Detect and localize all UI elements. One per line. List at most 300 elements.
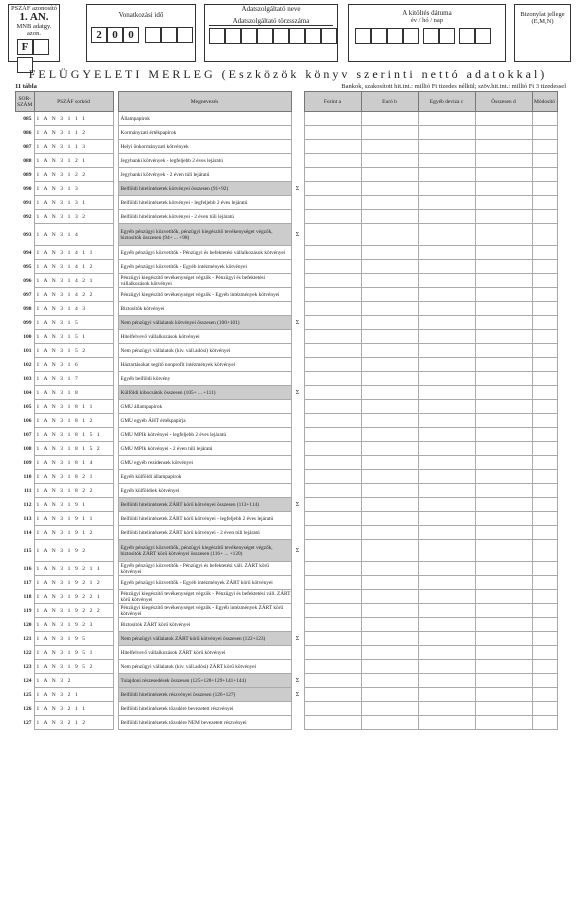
sum-sign: [291, 470, 304, 484]
value-cell-huf[interactable]: [304, 674, 361, 688]
value-cell-total[interactable]: [475, 604, 532, 618]
value-cell-huf[interactable]: [304, 260, 361, 274]
value-cell-total[interactable]: [475, 660, 532, 674]
value-cell-huf[interactable]: [304, 112, 361, 126]
value-cell-huf[interactable]: [304, 470, 361, 484]
sum-sign: [291, 702, 304, 716]
value-cell-huf[interactable]: [304, 632, 361, 646]
value-cell-total[interactable]: [475, 302, 532, 316]
value-cell-mod[interactable]: [532, 358, 557, 372]
value-cell-mod[interactable]: [532, 196, 557, 210]
value-cell-mod[interactable]: [532, 372, 557, 386]
table-row: [16, 526, 558, 540]
value-cell-mod[interactable]: [532, 674, 557, 688]
value-cell-huf[interactable]: [304, 512, 361, 526]
date-cell[interactable]: [423, 28, 439, 44]
value-cell-eur[interactable]: [361, 470, 418, 484]
sum-sign: [291, 210, 304, 224]
value-cell-other[interactable]: [418, 428, 475, 442]
value-cell-other[interactable]: [418, 246, 475, 260]
value-cell-total[interactable]: [475, 386, 532, 400]
value-cell-mod[interactable]: [532, 224, 557, 246]
value-cell-mod[interactable]: [532, 400, 557, 414]
value-cell-eur[interactable]: [361, 618, 418, 632]
col-huf-header: Forint a: [304, 92, 361, 112]
value-cell-total[interactable]: [475, 526, 532, 540]
value-cell-mod[interactable]: [532, 246, 557, 260]
value-cell-huf[interactable]: [304, 540, 361, 562]
value-cell-total[interactable]: [475, 246, 532, 260]
value-cell-other[interactable]: [418, 512, 475, 526]
value-cell-eur[interactable]: [361, 154, 418, 168]
row-description: Nem pénzügyi vállalatok (kiv. váll.adósi) kötvényei: [118, 344, 291, 358]
value-cell-mod[interactable]: [532, 512, 557, 526]
value-cell-huf[interactable]: [304, 168, 361, 182]
value-cell-total[interactable]: [475, 540, 532, 562]
value-cell-eur[interactable]: [361, 512, 418, 526]
provider-id-cell[interactable]: [257, 28, 273, 44]
table-row: [16, 498, 558, 512]
value-cell-eur[interactable]: [361, 688, 418, 702]
value-cell-mod[interactable]: [532, 688, 557, 702]
date-cell[interactable]: [475, 28, 491, 44]
value-cell-eur[interactable]: [361, 646, 418, 660]
value-cell-huf[interactable]: [304, 456, 361, 470]
value-cell-eur[interactable]: [361, 302, 418, 316]
value-cell-total[interactable]: [475, 288, 532, 302]
row-description: Hitelfelvevő vállalkozások ZÁRT körű kötvényei: [118, 646, 291, 660]
period-digit-cell[interactable]: 0: [123, 27, 139, 43]
value-cell-other[interactable]: [418, 126, 475, 140]
value-cell-eur[interactable]: [361, 540, 418, 562]
value-cell-other[interactable]: [418, 498, 475, 512]
value-cell-mod[interactable]: [532, 428, 557, 442]
value-cell-eur[interactable]: [361, 632, 418, 646]
value-cell-huf[interactable]: [304, 330, 361, 344]
period-digit-cell[interactable]: 0: [107, 27, 123, 43]
row-code: 124: [23, 677, 32, 684]
value-cell-mod[interactable]: [532, 274, 557, 288]
value-cell-other[interactable]: [418, 618, 475, 632]
value-cell-other[interactable]: [418, 182, 475, 196]
value-cell-total[interactable]: [475, 112, 532, 126]
row-description: Egyéb belföldi kötvény: [118, 372, 291, 386]
sum-sign: [291, 526, 304, 540]
row-code: 088: [23, 157, 32, 164]
sum-sign: [291, 140, 304, 154]
value-cell-total[interactable]: [475, 316, 532, 330]
row-pszaf-code: 1 A N 3 1 9 2 2 1: [34, 590, 113, 604]
value-cell-total[interactable]: [475, 442, 532, 456]
value-cell-total[interactable]: [475, 358, 532, 372]
value-cell-total[interactable]: [475, 400, 532, 414]
value-cell-huf[interactable]: [304, 140, 361, 154]
value-cell-other[interactable]: [418, 590, 475, 604]
value-cell-eur[interactable]: [361, 604, 418, 618]
form-letter-cell[interactable]: F: [17, 39, 33, 55]
value-cell-total[interactable]: [475, 154, 532, 168]
value-cell-huf[interactable]: [304, 414, 361, 428]
value-cell-total[interactable]: [475, 330, 532, 344]
value-cell-eur[interactable]: [361, 660, 418, 674]
value-cell-eur[interactable]: [361, 210, 418, 224]
value-cell-mod[interactable]: [532, 526, 557, 540]
value-cell-other[interactable]: [418, 224, 475, 246]
provider-id-cell[interactable]: [273, 28, 289, 44]
value-cell-mod[interactable]: [532, 168, 557, 182]
table-row: [16, 112, 558, 126]
table-row: [16, 646, 558, 660]
value-cell-mod[interactable]: [532, 442, 557, 456]
value-cell-huf[interactable]: [304, 358, 361, 372]
value-cell-total[interactable]: [475, 590, 532, 604]
value-cell-eur[interactable]: [361, 112, 418, 126]
value-cell-mod[interactable]: [532, 414, 557, 428]
value-cell-total[interactable]: [475, 182, 532, 196]
value-cell-total[interactable]: [475, 498, 532, 512]
value-cell-total[interactable]: [475, 260, 532, 274]
value-cell-total[interactable]: [475, 428, 532, 442]
value-cell-eur[interactable]: [361, 400, 418, 414]
table-row: [16, 260, 558, 274]
value-cell-eur[interactable]: [361, 590, 418, 604]
value-cell-huf[interactable]: [304, 288, 361, 302]
sum-sign: [291, 512, 304, 526]
value-cell-other[interactable]: [418, 562, 475, 576]
sum-sign: [291, 414, 304, 428]
table-row: [16, 456, 558, 470]
value-cell-huf[interactable]: [304, 344, 361, 358]
value-cell-other[interactable]: [418, 372, 475, 386]
value-cell-other[interactable]: [418, 358, 475, 372]
provider-id-cell[interactable]: [225, 28, 241, 44]
period-digit-cell[interactable]: [161, 27, 177, 43]
value-cell-huf[interactable]: [304, 210, 361, 224]
col-other-header: Egyéb deviza c: [418, 92, 475, 112]
value-cell-mod[interactable]: [532, 470, 557, 484]
value-cell-other[interactable]: [418, 386, 475, 400]
value-cell-huf[interactable]: [304, 646, 361, 660]
value-cell-total[interactable]: [475, 372, 532, 386]
value-cell-huf[interactable]: [304, 386, 361, 400]
value-cell-total[interactable]: [475, 576, 532, 590]
value-cell-mod[interactable]: [532, 210, 557, 224]
sum-sign: Σ: [295, 231, 300, 238]
period-digit-cell[interactable]: 2: [91, 27, 107, 43]
value-cell-total[interactable]: [475, 716, 532, 730]
value-cell-eur[interactable]: [361, 246, 418, 260]
value-cell-other[interactable]: [418, 400, 475, 414]
value-cell-other[interactable]: [418, 330, 475, 344]
value-cell-eur[interactable]: [361, 260, 418, 274]
value-cell-huf[interactable]: [304, 224, 361, 246]
value-cell-other[interactable]: [418, 688, 475, 702]
value-cell-mod[interactable]: [532, 604, 557, 618]
value-cell-huf[interactable]: [304, 126, 361, 140]
value-cell-mod[interactable]: [532, 576, 557, 590]
table-row: [16, 302, 558, 316]
value-cell-other[interactable]: [418, 470, 475, 484]
value-cell-mod[interactable]: [532, 646, 557, 660]
value-cell-mod[interactable]: [532, 154, 557, 168]
value-cell-total[interactable]: [475, 562, 532, 576]
value-cell-huf[interactable]: [304, 526, 361, 540]
value-cell-other[interactable]: [418, 196, 475, 210]
value-cell-mod[interactable]: [532, 702, 557, 716]
provider-id-cell[interactable]: [209, 28, 225, 44]
value-cell-total[interactable]: [475, 484, 532, 498]
sum-sign: [291, 618, 304, 632]
value-cell-eur[interactable]: [361, 386, 418, 400]
value-cell-total[interactable]: [475, 456, 532, 470]
date-cell[interactable]: [355, 28, 371, 44]
row-code: 127: [23, 719, 32, 726]
value-cell-huf[interactable]: [304, 660, 361, 674]
value-cell-mod[interactable]: [532, 590, 557, 604]
value-cell-eur[interactable]: [361, 372, 418, 386]
value-cell-other[interactable]: [418, 140, 475, 154]
row-code: 098: [23, 305, 32, 312]
value-cell-total[interactable]: [475, 196, 532, 210]
value-cell-eur[interactable]: [361, 716, 418, 730]
row-description: Jegybanki kötvények - legfeljebb 2 éves lejáratú: [118, 154, 291, 168]
value-cell-total[interactable]: [475, 140, 532, 154]
value-cell-total[interactable]: [475, 210, 532, 224]
value-cell-eur[interactable]: [361, 674, 418, 688]
row-code: 113: [23, 515, 32, 522]
date-cell[interactable]: [371, 28, 387, 44]
value-cell-other[interactable]: [418, 526, 475, 540]
value-cell-eur[interactable]: [361, 344, 418, 358]
value-cell-huf[interactable]: [304, 182, 361, 196]
row-pszaf-code: 1 A N 3 1 2 1: [34, 154, 113, 168]
value-cell-eur[interactable]: [361, 456, 418, 470]
period-digit-cell[interactable]: [177, 27, 193, 43]
sum-sign: [291, 576, 304, 590]
sum-sign: [291, 484, 304, 498]
value-cell-other[interactable]: [418, 154, 475, 168]
value-cell-eur[interactable]: [361, 196, 418, 210]
value-cell-total[interactable]: [475, 224, 532, 246]
table-row: [16, 126, 558, 140]
value-cell-eur[interactable]: [361, 330, 418, 344]
sum-sign: [291, 126, 304, 140]
date-cell[interactable]: [403, 28, 419, 44]
value-cell-mod[interactable]: [532, 618, 557, 632]
row-description: Állampapírok: [118, 112, 291, 126]
sum-sign: [291, 716, 304, 730]
value-cell-other[interactable]: [418, 344, 475, 358]
sum-sign: [291, 660, 304, 674]
value-cell-total[interactable]: [475, 632, 532, 646]
value-cell-other[interactable]: [418, 168, 475, 182]
row-pszaf-code: 1 A N 3 1 8: [34, 386, 113, 400]
value-cell-mod[interactable]: [532, 112, 557, 126]
value-cell-total[interactable]: [475, 344, 532, 358]
value-cell-mod[interactable]: [532, 260, 557, 274]
value-cell-eur[interactable]: [361, 140, 418, 154]
sum-sign: [291, 330, 304, 344]
value-cell-eur[interactable]: [361, 274, 418, 288]
row-code: 095: [23, 263, 32, 270]
value-cell-eur[interactable]: [361, 526, 418, 540]
date-cell[interactable]: [439, 28, 455, 44]
value-cell-eur[interactable]: [361, 562, 418, 576]
value-cell-eur[interactable]: [361, 484, 418, 498]
value-cell-other[interactable]: [418, 604, 475, 618]
value-cell-other[interactable]: [418, 646, 475, 660]
value-cell-huf[interactable]: [304, 716, 361, 730]
balance-table: [15, 91, 558, 730]
value-cell-other[interactable]: [418, 702, 475, 716]
provider-name-label: Adatszolgáltató neve: [241, 5, 301, 13]
value-cell-total[interactable]: [475, 688, 532, 702]
value-cell-eur[interactable]: [361, 576, 418, 590]
value-cell-mod[interactable]: [532, 498, 557, 512]
row-description: Belföldi hitelintézetek ZÁRT körű kötvényei - 2 éven túli lejáratú: [118, 526, 291, 540]
table-row: [16, 372, 558, 386]
value-cell-huf[interactable]: [304, 688, 361, 702]
value-cell-other[interactable]: [418, 316, 475, 330]
value-cell-mod[interactable]: [532, 288, 557, 302]
value-cell-total[interactable]: [475, 674, 532, 688]
value-cell-mod[interactable]: [532, 540, 557, 562]
value-cell-huf[interactable]: [304, 498, 361, 512]
value-cell-huf[interactable]: [304, 576, 361, 590]
value-cell-eur[interactable]: [361, 288, 418, 302]
value-cell-mod[interactable]: [532, 484, 557, 498]
value-cell-other[interactable]: [418, 260, 475, 274]
value-cell-huf[interactable]: [304, 196, 361, 210]
value-cell-huf[interactable]: [304, 428, 361, 442]
value-cell-huf[interactable]: [304, 604, 361, 618]
value-cell-eur[interactable]: [361, 224, 418, 246]
value-cell-other[interactable]: [418, 484, 475, 498]
period-digit-cell[interactable]: [145, 27, 161, 43]
provider-id-cell[interactable]: [241, 28, 257, 44]
value-cell-mod[interactable]: [532, 126, 557, 140]
value-cell-other[interactable]: [418, 716, 475, 730]
value-cell-mod[interactable]: [532, 182, 557, 196]
value-cell-other[interactable]: [418, 210, 475, 224]
value-cell-eur[interactable]: [361, 498, 418, 512]
value-cell-huf[interactable]: [304, 484, 361, 498]
row-description: Belföldi hitelintézetek ZÁRT körű kötvényei összesen (113+114): [118, 498, 291, 512]
value-cell-eur[interactable]: [361, 168, 418, 182]
value-cell-other[interactable]: [418, 442, 475, 456]
value-cell-huf[interactable]: [304, 154, 361, 168]
form-cell-2[interactable]: [33, 39, 49, 55]
value-cell-other[interactable]: [418, 660, 475, 674]
value-cell-mod[interactable]: [532, 660, 557, 674]
value-cell-total[interactable]: [475, 126, 532, 140]
provider-id-cell[interactable]: [321, 28, 337, 44]
value-cell-eur[interactable]: [361, 358, 418, 372]
value-cell-eur[interactable]: [361, 442, 418, 456]
value-cell-huf[interactable]: [304, 442, 361, 456]
value-cell-other[interactable]: [418, 302, 475, 316]
date-cell[interactable]: [459, 28, 475, 44]
value-cell-eur[interactable]: [361, 182, 418, 196]
value-cell-huf[interactable]: [304, 274, 361, 288]
value-cell-huf[interactable]: [304, 400, 361, 414]
table-row: [16, 196, 558, 210]
row-description: GMU MPIk kötvényei - legfeljebb 2 éves lejáratú: [118, 428, 291, 442]
value-cell-other[interactable]: [418, 576, 475, 590]
date-cell[interactable]: [387, 28, 403, 44]
value-cell-total[interactable]: [475, 168, 532, 182]
value-cell-other[interactable]: [418, 274, 475, 288]
value-cell-other[interactable]: [418, 456, 475, 470]
date-box: [348, 4, 506, 62]
table-row: [16, 484, 558, 498]
value-cell-total[interactable]: [475, 470, 532, 484]
sum-sign: [291, 154, 304, 168]
value-cell-mod[interactable]: [532, 562, 557, 576]
value-cell-mod[interactable]: [532, 316, 557, 330]
value-cell-total[interactable]: [475, 646, 532, 660]
value-cell-mod[interactable]: [532, 330, 557, 344]
row-code: 111: [23, 487, 32, 494]
value-cell-other[interactable]: [418, 414, 475, 428]
value-cell-huf[interactable]: [304, 372, 361, 386]
table-row: [16, 414, 558, 428]
value-cell-total[interactable]: [475, 702, 532, 716]
value-cell-total[interactable]: [475, 274, 532, 288]
col-eur-header: Euró b: [361, 92, 418, 112]
value-cell-mod[interactable]: [532, 302, 557, 316]
value-cell-eur[interactable]: [361, 414, 418, 428]
value-cell-huf[interactable]: [304, 702, 361, 716]
table-row: [16, 470, 558, 484]
value-cell-other[interactable]: [418, 674, 475, 688]
value-cell-mod[interactable]: [532, 386, 557, 400]
value-cell-other[interactable]: [418, 540, 475, 562]
row-code: 106: [23, 417, 32, 424]
value-cell-other[interactable]: [418, 288, 475, 302]
value-cell-huf[interactable]: [304, 246, 361, 260]
table-row: [16, 540, 558, 562]
row-pszaf-code: 1 A N 3 2 1: [34, 688, 113, 702]
row-description: Egyéb pénzügyi közvetítők - Egyéb intézmények kötvényei: [118, 260, 291, 274]
value-cell-eur[interactable]: [361, 316, 418, 330]
sum-sign: [291, 246, 304, 260]
table-row: [16, 210, 558, 224]
value-cell-mod[interactable]: [532, 456, 557, 470]
value-cell-eur[interactable]: [361, 702, 418, 716]
value-cell-huf[interactable]: [304, 562, 361, 576]
value-cell-mod[interactable]: [532, 140, 557, 154]
value-cell-total[interactable]: [475, 414, 532, 428]
value-cell-huf[interactable]: [304, 302, 361, 316]
value-cell-mod[interactable]: [532, 632, 557, 646]
value-cell-eur[interactable]: [361, 126, 418, 140]
provider-id-cell[interactable]: [305, 28, 321, 44]
value-cell-huf[interactable]: [304, 316, 361, 330]
value-cell-huf[interactable]: [304, 618, 361, 632]
value-cell-mod[interactable]: [532, 716, 557, 730]
row-code: 116: [23, 565, 32, 572]
provider-id-cell[interactable]: [289, 28, 305, 44]
value-cell-huf[interactable]: [304, 590, 361, 604]
value-cell-eur[interactable]: [361, 428, 418, 442]
value-cell-total[interactable]: [475, 512, 532, 526]
value-cell-total[interactable]: [475, 618, 532, 632]
value-cell-other[interactable]: [418, 632, 475, 646]
row-code: 121: [23, 635, 32, 642]
value-cell-other[interactable]: [418, 112, 475, 126]
value-cell-mod[interactable]: [532, 344, 557, 358]
